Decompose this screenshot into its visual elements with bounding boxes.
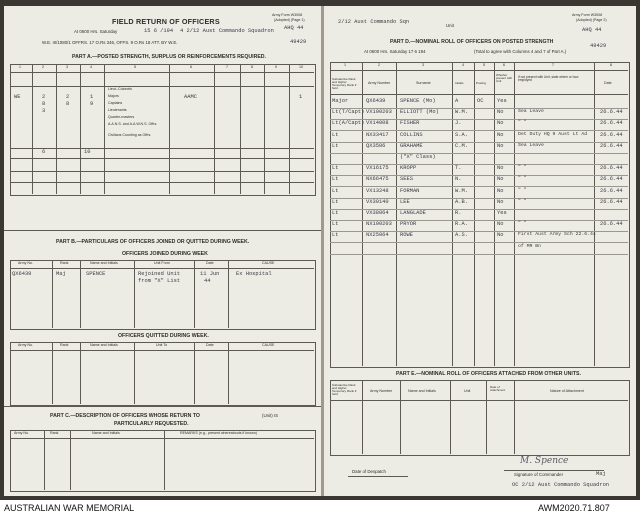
form-note: (Adopted) (Page 1) — [274, 18, 305, 22]
roll-cell-where: " " — [518, 120, 527, 126]
cell-value: 8 — [42, 101, 46, 107]
roll-cell-present: No — [497, 165, 504, 172]
roll-cell-date: 26.6.44 — [600, 187, 623, 194]
left-page — [4, 6, 322, 496]
roll-cell-no: VX30140 — [366, 198, 389, 205]
roll-cell-no: NX33417 — [366, 131, 389, 138]
roll-cell-where: of MR Bn — [518, 243, 542, 249]
roll-cell-where: Sea Leave — [518, 142, 544, 148]
col-number: 5 — [134, 65, 136, 69]
col-header: Rank — [60, 343, 69, 347]
roll-cell-where: " " — [518, 221, 527, 227]
joined-name: SPENCE — [86, 271, 106, 277]
joined-army-no: QX6439 — [12, 271, 32, 277]
roll-cell-no: VX13248 — [366, 187, 389, 194]
roll-cell-date: 26.6.44 — [600, 120, 623, 127]
col-number: 7 — [552, 63, 554, 67]
roll-cell-name: SEES — [400, 176, 413, 183]
page-title: FIELD RETURN OF OFFICERS — [112, 17, 220, 26]
col-header: Army No. — [18, 343, 33, 347]
col-number: 8 — [610, 63, 612, 67]
roll-cell-init: A.S. — [455, 232, 468, 239]
roll-cell-init: T. — [455, 165, 462, 172]
col-header: Name and Initials — [90, 261, 118, 265]
total-value: 6 — [42, 149, 46, 155]
part-c-title-2: PARTICULARLY REQUESTED. — [114, 421, 189, 427]
roll-cell-date: 26.6.44 — [600, 176, 623, 183]
roll-cell-init: R. — [455, 210, 462, 216]
col-number: 5 — [483, 63, 485, 67]
signature-unit: OC 2/12 Aust Commando Squadron — [512, 482, 610, 488]
roll-cell-where: Sea Leave — [518, 109, 544, 115]
col-header: Nature of Attachment — [550, 389, 584, 393]
cell-value: 8 — [66, 101, 70, 107]
col-number: 3 — [422, 63, 424, 67]
roll-cell-name: FORMAN — [400, 187, 420, 194]
col-header: Substantive Rank and Higher Temporary Rank if held — [332, 383, 357, 396]
col-number: 8 — [251, 65, 253, 69]
col-header: CAUSE — [262, 261, 275, 265]
roll-cell-init: A — [455, 98, 459, 104]
roll-cell-rank: Lt — [332, 221, 339, 228]
col-number: 3 — [66, 65, 68, 69]
col-header: REMARKS (e.g., present whereabouts if known) — [180, 431, 257, 435]
signature-label: Signature of Commander — [514, 472, 564, 477]
roll-cell-post: OC — [477, 98, 484, 104]
roll-cell-init: J. — [455, 120, 462, 127]
roll-cell-present: No — [497, 109, 504, 116]
roll-cell-present: No — [497, 221, 504, 228]
roll-cell-rank: Lt — [332, 142, 339, 149]
roll-cell-date: 26.6.44 — [600, 109, 623, 116]
roll-cell-present: No — [497, 198, 504, 205]
roll-cell-present: Yes — [497, 98, 507, 104]
roll-cell-where: " " — [518, 165, 527, 171]
unit-label: Unit — [446, 23, 454, 28]
roll-cell-rank: Lt(T/Capt) — [332, 109, 365, 116]
col-header: Name and Initials — [408, 389, 436, 393]
unit-typed: 4 2/12 Aust Commando Squadron — [180, 28, 274, 34]
rank-label: Civilians Counting as Offrs. — [108, 133, 152, 137]
roll-cell-no: QX6439 — [366, 98, 386, 104]
roll-cell-name: ROWE — [400, 232, 413, 239]
col-header: Substantive Rank and Higher Temporary Rank if held — [332, 77, 357, 90]
rank-label: Captains — [108, 101, 123, 105]
col-number: 10 — [299, 65, 303, 69]
col-header: Name and Initials — [92, 431, 120, 435]
roll-cell-rank: Lt — [332, 232, 339, 239]
roll-cell-name: FISHER — [400, 120, 420, 127]
part-d-title: PART D.—NOMINAL ROLL OF OFFICERS ON POSTED STRENGTH — [390, 39, 554, 45]
col-header: Date of Attachment — [490, 385, 506, 392]
col-number: 1 — [344, 63, 346, 67]
roll-cell-name: LANGLADE — [400, 210, 426, 216]
col-header: Unit — [464, 389, 471, 393]
roll-cell-init: W.M. — [455, 109, 468, 116]
roll-cell-name: COLLINS — [400, 131, 423, 138]
part-d-line: At 0600 Hrs. Saturday 17 6 194 — [364, 49, 426, 54]
roll-cell-name: ELLIOTT (Mo) — [400, 109, 439, 116]
part-d-note: (Total to agree with Columns 4 and 7 of Part A.) — [474, 49, 567, 54]
return-date: 15 6 /194 — [144, 28, 174, 34]
col-number: 1 — [19, 65, 21, 69]
roll-cell-rank: Lt — [332, 187, 339, 194]
col-header: Whether present with Unit — [496, 73, 513, 83]
roll-cell-no: NX25064 — [366, 232, 389, 239]
rank-label: Lieut.-Colonels — [108, 87, 132, 91]
part-a-title: PART A.—POSTED STRENGTH, SURPLUS OR REINFORCEMENTS REQUIRED. — [72, 54, 266, 60]
roll-cell-date: 26.6.44 — [600, 165, 623, 172]
roll-cell-init: S.A. — [455, 131, 468, 138]
roll-cell-name: SPENCE (Mo) — [400, 98, 436, 104]
cell-value: 9 — [90, 101, 94, 107]
roll-cell-rank: Lt(A/Capt) — [332, 120, 365, 127]
roll-cell-rank: Lt — [332, 198, 339, 205]
joined-date-2: 44 — [204, 278, 211, 284]
form-number: Army Form W3008 — [272, 13, 303, 17]
col-header: Army No. — [14, 431, 29, 435]
roll-cell-no: NX100203 — [366, 221, 392, 228]
roll-cell-no: VX16175 — [366, 165, 389, 172]
col-header: Army No. — [18, 261, 33, 265]
signature-rank: Maj — [596, 471, 606, 477]
col-number: 4 — [462, 63, 464, 67]
cell-value: 3 — [42, 108, 46, 114]
roll-cell-name: GRAHAME — [400, 142, 423, 149]
col-header: CAUSE — [262, 343, 275, 347]
roll-cell-init: C.M. — [455, 142, 468, 149]
roll-cell-present: No — [497, 142, 504, 149]
form-note: (Adopted) (Page 2) — [576, 18, 607, 22]
total-value: 10 — [84, 149, 91, 155]
col-number: 4 — [90, 65, 92, 69]
part-e-title: PART E.—NOMINAL ROLL OF OFFICERS ATTACHED FROM OTHER UNITS. — [396, 371, 581, 377]
col-header: Unit From — [154, 261, 170, 265]
rank-label: Quarter-masters — [108, 115, 135, 119]
joined-cause: Ex Hospital — [236, 271, 272, 277]
joined-date: 11 Jun — [200, 271, 220, 277]
col-header: Date — [206, 343, 214, 347]
cell-value: 2 — [66, 94, 70, 100]
roll-cell-no: VX100203 — [366, 109, 392, 116]
footer-bar — [0, 500, 640, 515]
aamc-value: AAMC — [184, 94, 197, 100]
serial-number: 49429 — [590, 43, 607, 49]
roll-cell-date: 26.6.44 — [600, 142, 623, 149]
roll-cell-present: No — [497, 232, 504, 239]
roll-cell-present: No — [497, 176, 504, 183]
cell-value: 1 — [90, 94, 94, 100]
roll-cell-name: PRYOR — [400, 221, 417, 228]
roll-cell-rank: Lt — [332, 176, 339, 183]
col-header: Posting — [476, 81, 487, 85]
roll-cell-date: 26.6.44 — [600, 221, 623, 228]
roll-cell-where: First Aust Army Sch 22.6.44 — [518, 232, 596, 238]
roll-cell-name: ("X" Class) — [400, 154, 436, 160]
roll-cell-no: VX14008 — [366, 120, 389, 127]
quitted-title: OFFICERS QUITTED DURING WEEK. — [118, 333, 209, 339]
roll-cell-init: W.M. — [455, 187, 468, 194]
footer-credit: AUSTRALIAN WAR MEMORIAL — [4, 503, 135, 513]
cell-value: WE — [14, 94, 21, 100]
we-line: W.E. III/1080/1 OFFRS. 17 O.Rs 346, OFFS. 9 O.Rs 18 ATT. BY W.E. — [42, 40, 178, 45]
date-label: Date of Despatch — [352, 469, 386, 474]
roll-cell-rank: Lt — [332, 165, 339, 172]
roll-cell-rank: Major — [332, 98, 349, 104]
cell-value: 2 — [42, 94, 46, 100]
part-c-unit: (Unit) IS — [262, 413, 279, 418]
roll-cell-name: KROPP — [400, 165, 417, 172]
col-header: Initials — [455, 81, 464, 85]
roll-cell-no: NX66475 — [366, 176, 389, 183]
col-header: Date — [604, 81, 612, 85]
ahq-code: AHQ 44 — [284, 25, 304, 31]
col-header: Rank — [50, 431, 59, 435]
roll-cell-rank: Lt — [332, 210, 339, 216]
ahq-code: AHQ 44 — [582, 27, 602, 33]
part-c-table — [10, 430, 316, 492]
joined-unit-2: from "X" List — [138, 278, 181, 284]
rank-label: Lieutenants — [108, 108, 127, 112]
roll-cell-no: VX38064 — [366, 210, 389, 216]
roll-cell-date: 26.6.44 — [600, 198, 623, 205]
roll-cell-init: R.A. — [455, 221, 468, 228]
form-number: Army Form W3008 — [572, 13, 603, 17]
quitted-table — [10, 342, 316, 406]
col-header: Rank — [60, 261, 69, 265]
col-number: 6 — [503, 63, 505, 67]
right-page — [324, 6, 636, 496]
roll-cell-where: " " — [518, 176, 527, 182]
col-header: Unit To — [156, 343, 168, 347]
roll-cell-where: Det Duty HQ 9 Aust Lt Ad — [518, 131, 588, 137]
col-number: 9 — [275, 65, 277, 69]
roll-cell-where: " " — [518, 187, 527, 193]
col-number: 2 — [378, 63, 380, 67]
signature: M. Spence — [520, 456, 569, 466]
col-number: 7 — [226, 65, 228, 69]
roll-cell-name: LEE — [400, 198, 410, 205]
roll-cell-present: Yes — [497, 210, 507, 216]
col-header: Army Number — [368, 81, 391, 85]
col-number: 6 — [190, 65, 192, 69]
col-number: 2 — [42, 65, 44, 69]
joined-title: OFFICERS JOINED DURING WEEK — [122, 251, 208, 257]
part-b-title: PART B.—PARTICULARS OF OFFICERS JOINED OR QUITTED DURING WEEK. — [56, 239, 250, 245]
roll-cell-present: No — [497, 187, 504, 194]
col-header: If not present with Unit, state where or how employed — [518, 75, 579, 83]
joined-rank: Maj — [56, 271, 66, 277]
col-header: Name and Initials — [90, 343, 118, 347]
rank-label: Majors — [108, 94, 119, 98]
serial-number: 49429 — [290, 39, 307, 45]
return-line: At 0600 Hrs. Saturday — [74, 29, 118, 34]
roll-cell-no: QX3506 — [366, 142, 386, 149]
roll-cell-date: 26.6.44 — [600, 131, 623, 138]
aamc-count: 1 — [299, 94, 303, 100]
col-header: Surname — [416, 81, 431, 85]
col-header: Date — [206, 261, 214, 265]
rank-label: A.A.N.S. and A.A.W.N.S. Offrs. — [108, 122, 158, 126]
footer-catalogue-number: AWM2020.71.807 — [538, 503, 610, 513]
part-c-title: PART C.—DESCRIPTION OF OFFICERS WHOSE RETURN TO — [50, 413, 200, 419]
roll-cell-present: No — [497, 131, 504, 138]
unit-typed: 2/12 Aust Commando Sqn — [338, 19, 410, 25]
joined-unit: Rejoined Unit — [138, 271, 181, 277]
col-header: Army Number — [370, 389, 393, 393]
roll-cell-init: N. — [455, 176, 462, 183]
roll-cell-present: No — [497, 120, 504, 127]
roll-cell-rank: Lt — [332, 131, 339, 138]
roll-cell-where: " " — [518, 198, 527, 204]
roll-cell-init: A.B. — [455, 198, 468, 205]
